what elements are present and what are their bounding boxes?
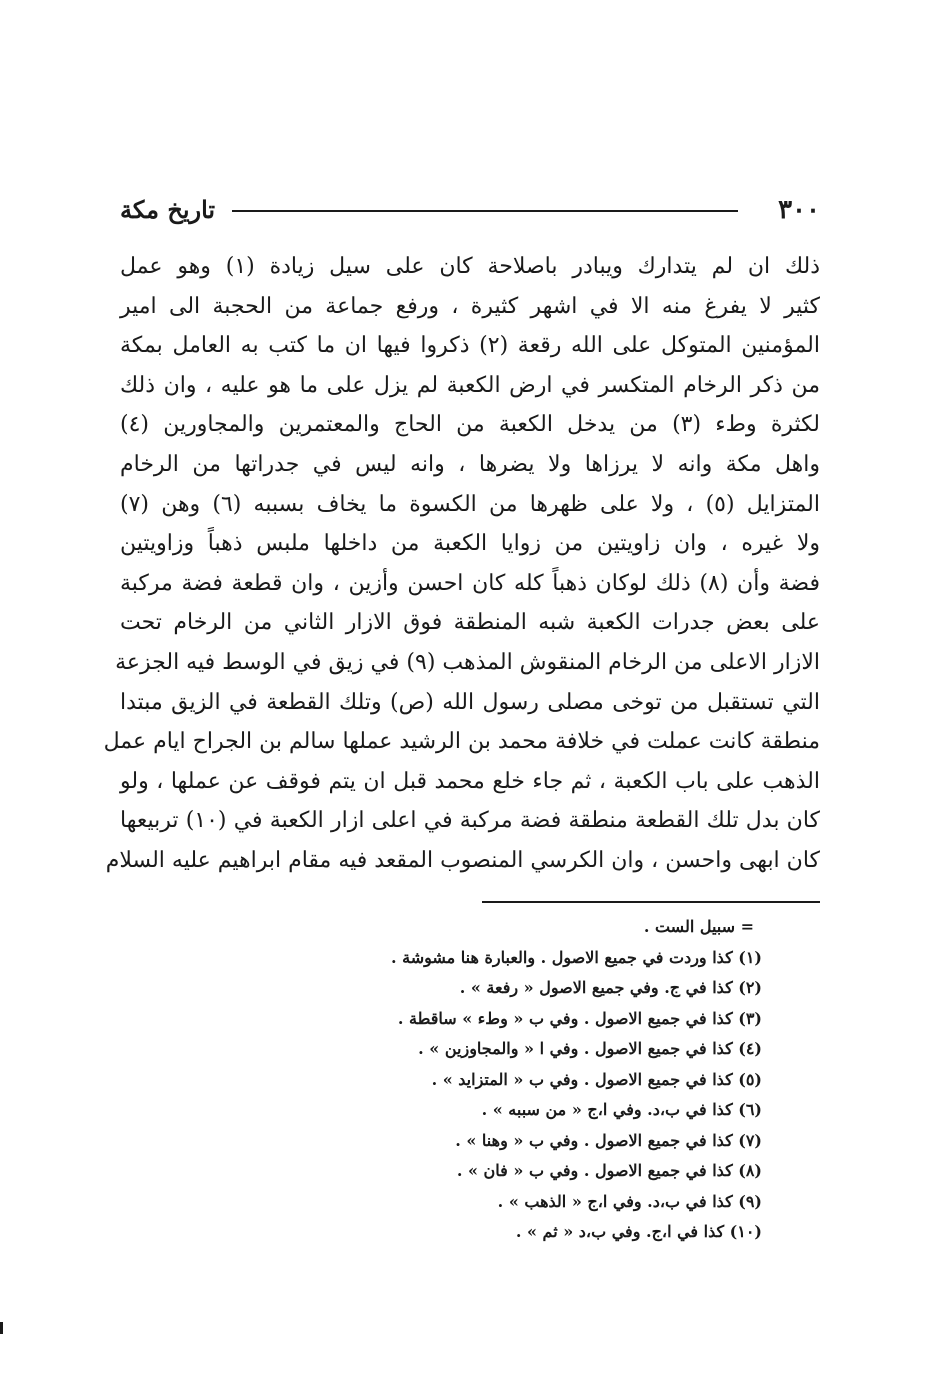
text-line: كان ابهى واحسن ، وان الكرسي المنصوب المقعد فيه مقام ابراهيم عليه السلام <box>105 847 820 873</box>
footnote-item: (٤) كذا في جميع الاصول . وفي ا « والمجاوزين » . <box>418 1039 762 1058</box>
footnote-item: (٦) كذا في ب،د. وفي ا،ج « من سببه » . <box>481 1100 762 1119</box>
footnote-item: (٣) كذا في جميع الاصول . وفي ب « وطء » ساقطة . <box>397 1008 762 1028</box>
footnote-item: (٨) كذا في جميع الاصول . وفي ب « فان » . <box>456 1161 762 1180</box>
text-line: فضة وأن (٨) ذلك لوكان ذهباً كله كان احسن وأزين ، وان قطعة فضة مركبة <box>120 570 820 596</box>
footnote-continuation: = سبيل الست . <box>643 917 754 936</box>
main-text <box>103 247 821 881</box>
footnotes <box>262 912 762 1248</box>
scan-edge-mark <box>0 1322 3 1334</box>
footnote-item: (٥) كذا في جميع الاصول . وفي ب « المتزايد » . <box>431 1069 762 1089</box>
text-line: كان بدل تلك القطعة منطقة فضة مركبة في اعلى ازار الكعبة في (١٠) تربيعها <box>120 808 821 834</box>
footnote-item: (٢) كذا في ج. وفي جميع الاصول « رفعة » . <box>459 978 762 997</box>
footnote-item: (١) كذا وردت في جميع الاصول . والعبارة هنا مشوشة . <box>390 947 762 967</box>
running-title: تاريخ مكة <box>120 195 216 224</box>
text-line: التي تستقبل من توخى مصلى رسول الله (ص) وتلك القطعة في الزيق مبتدا <box>120 689 820 715</box>
text-line: واهل مكة وانه لا يرزاها ولا يضرها ، وانه ليس في جدراتها من الرخام <box>120 451 820 477</box>
text-line: المتزايل (٥) ، ولا على ظهرها من الكسوة ما يخاف بسببه (٦) وهن (٧) <box>120 491 820 517</box>
text-line: كثير لا يفرغ منه الا في اشهر كثيرة ، ورفع جماعة من الحجبة الى امير <box>120 293 820 319</box>
page-header <box>120 192 820 232</box>
text-line: الذهب على باب الكعبة ، ثم جاء خلع محمد قبل ان يتم فوقف عن عملها ، ولو <box>120 768 820 794</box>
text-line: ذلك ان لم يتدارك ويبادر باصلاحة كان على سيل زيادة (١) وهو عمل <box>120 254 820 279</box>
text-line: منطقة كانت عملت في خلافة محمد بن الرشيد عملها سالم بن الجراح ايام عمل <box>103 729 820 755</box>
text-line: المؤمنين المتوكل على الله رقعة (٢) ذكروا فيها ان ما كتب به العامل بمكة <box>120 333 820 359</box>
header-rule <box>232 210 738 212</box>
footnote-item: (١٠) كذا في ا،ج. وفي ب،د « ثم » . <box>515 1222 762 1241</box>
text-line: على بعض جدرات الكعبة شبه المنطقة فوق الازار الثاني من الرخام تحت <box>120 610 820 636</box>
text-line: لكثرة وطء (٣) من يدخل الكعبة من الحاج والمعتمرين والمجاورين (٤) <box>120 412 820 438</box>
text-line: ولا غيره ، وان زاويتين من زوايا الكعبة من داخلها ملبس ذهباً وزاويتين <box>120 531 820 557</box>
footnote-item: (٩) كذا في ب،د. وفي ا،ج « الذهب » . <box>497 1191 762 1211</box>
footnote-separator <box>482 901 820 903</box>
page-number: ٣٠٠ <box>778 195 820 225</box>
text-line: من ذكر الرخام المتكسر في ارض الكعبة لم يزل على ما هو عليه ، وان ذلك <box>120 372 820 398</box>
text-line: الازار الاعلى من الرخام المنقوش المذهب (٩) في زيق في الوسط فيه الجزعة <box>115 649 820 675</box>
footnote-item: (٧) كذا في جميع الاصول . وفي ب « وهنا » . <box>455 1130 762 1150</box>
